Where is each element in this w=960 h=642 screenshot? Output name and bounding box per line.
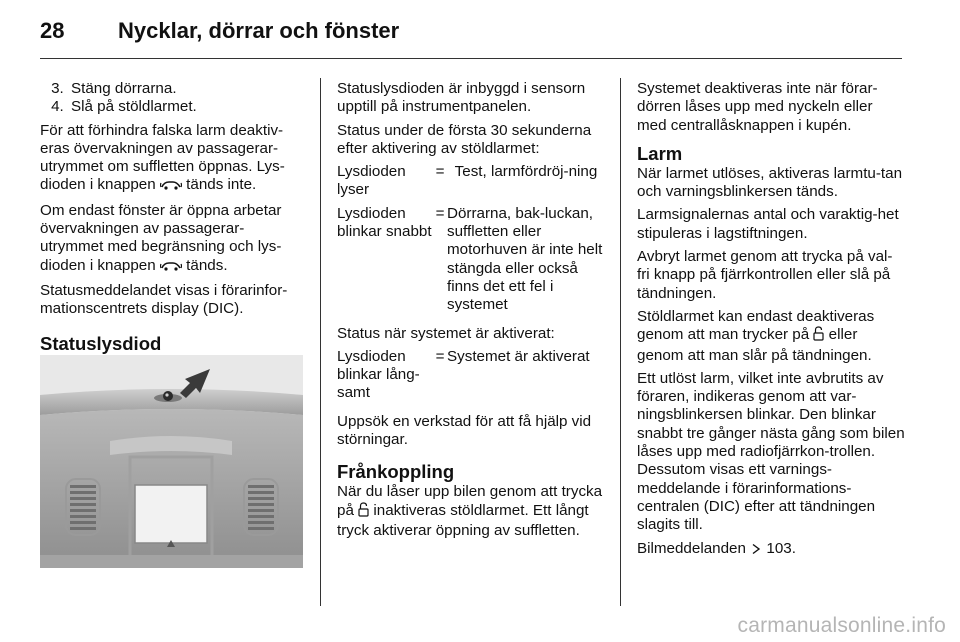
paragraph-armed-intro: Status när systemet är aktiverat: (337, 324, 555, 342)
paragraph-disconnect: När du låser upp bilen genom att trycka på inaktiveras stöldlarmet. Ett långt tryck aktiverar öppning av suffletten. (337, 483, 603, 539)
status-equals: = (435, 347, 445, 365)
car-alarm-icon (160, 259, 182, 277)
status-value: Dörrarna, bak-luckan, suffletten eller motorhuven är inte helt stängda eller också finns det ett fel i systemet (447, 204, 603, 314)
unlock-icon (358, 502, 369, 522)
status-value: Test, larmfördröj-ning (454, 163, 598, 181)
steps-list (40, 80, 305, 117)
column-divider-2 (620, 78, 621, 606)
page-number: 28 (40, 18, 65, 43)
dashboard-illustration (40, 355, 303, 568)
paragraph-service: Uppsök en verkstad för att få hjälp vid störningar. (337, 412, 592, 449)
section-heading-frankoppling: Frånkoppling (337, 461, 455, 483)
section-heading-statuslysdiod: Statuslysdiod (40, 332, 162, 354)
status-label: Lysdioden lyser (337, 163, 406, 199)
page-title: Nycklar, dörrar och fönster (118, 18, 400, 43)
car-alarm-icon (160, 178, 182, 196)
paragraph-reference: Bilmeddelanden 103. (637, 540, 905, 560)
unlock-icon (813, 326, 824, 346)
paragraph-alarm-law: Larmsignalernas antal och varaktig-het stipuleras i lagstiftningen. (637, 206, 899, 242)
paragraph-status-intro: Status under de första 30 sekunderna efter aktivering av stöldlarmet: (337, 121, 592, 157)
status-equals: = (435, 204, 445, 222)
column-divider-1 (320, 78, 321, 606)
status-label: Lysdioden blinkar snabbt (337, 204, 432, 241)
paragraph-alarm-deactivate: Stöldlarmet kan endast deaktiveras genom att man trycker på eller genom att man slår på tändningen. (637, 307, 875, 364)
section-heading-larm: Larm (637, 142, 683, 164)
column-1 (40, 80, 305, 367)
paragraph-deactivate: Systemet deaktiveras inte när förar-dörren låses upp med nyckeln eller med centrallåsknappen i kupén. (637, 80, 878, 134)
status-label: Lysdioden blinkar lång-samt (337, 347, 420, 402)
status-table-armed (337, 348, 605, 403)
status-table-initial (337, 163, 605, 314)
paragraph-led-location: Statuslysdioden är inbyggd i sensorn upptill på instrumentpanelen. (337, 80, 586, 116)
watermark: carmanualsonline.info (737, 614, 946, 637)
status-value: Systemet är aktiverat (447, 347, 590, 365)
paragraph-alarm-cancel: Avbryt larmet genom att trycka på val-fri knapp på fjärrkontrollen eller slå på tändningen. (637, 248, 893, 302)
reference-arrow-icon (750, 542, 762, 560)
page-header (0, 0, 960, 60)
paragraph-alarm-trigger: När larmet utlöses, aktiveras larmtu-tan och varningsblinkersen tänds. (637, 164, 903, 201)
paragraph-alarm-indication: Ett utlöst larm, vilket inte avbrutits av föraren, indikeras genom att var-ningsblinkersen blinkar. Den blinkar snabbt tre gånger nästa gång som bilen låses upp med radiofjärrkon-trollen. Dessutom visas ett varnings-meddelande i förarinformations-centralen (DIC) efter att tändningen slagits till. (637, 369, 905, 534)
column-3 (637, 80, 905, 565)
paragraph-sufflett-open: För att förhindra falska larm deaktiv-eras övervakningen av passagerar-utrymmet om suffletten öppnas. Lys-dioden i knappen tänds inte. (40, 122, 305, 197)
step-4: 4. Slå på stöldlarmet. (68, 98, 305, 116)
reference-link[interactable]: 103. (766, 539, 796, 557)
status-equals: = (435, 163, 445, 181)
paragraph-windows-open: Om endast fönster är öppna arbetar övervakningen av passagerar-utrymmet med begränsning och lys-dioden i knappen tänds. (40, 202, 305, 277)
column-2 (337, 80, 605, 545)
step-3: 3. Stäng dörrarna. (68, 80, 305, 98)
paragraph-dic: Statusmeddelandet visas i förarinfor-mationscentrets display (DIC). (40, 281, 288, 318)
header-divider (40, 58, 902, 59)
